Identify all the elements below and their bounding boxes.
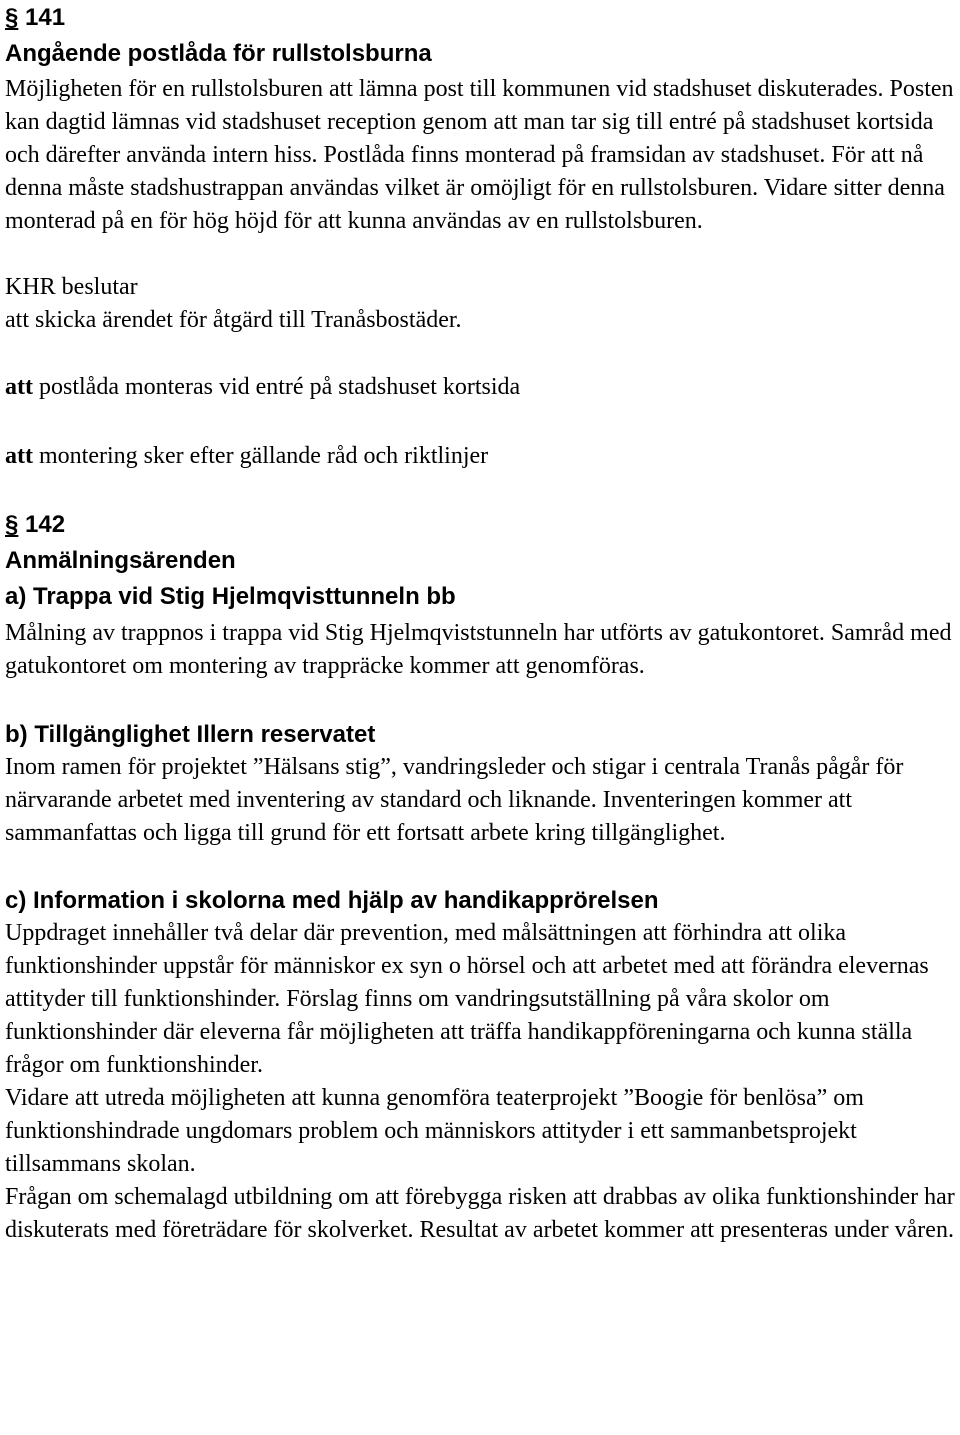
item-c-paragraph: Frågan om schemalagd utbildning om att förebygga risken att drabbas av olika funktionshinder har diskuterats med företrädare för skolverket. Resultat av arbetet kommer att presenteras under våren. xyxy=(5,1184,955,1243)
paragraph-symbol: § xyxy=(5,511,19,538)
decision-text: att skicka ärendet för åtgärd till Tranåsbostäder. xyxy=(5,307,462,333)
section-number: 141 xyxy=(25,4,66,31)
item-a-text: Målning av trappnos i trappa vid Stig Hjelmqviststunneln har utförts av gatukontoret. Samråd med gatukontoret om montering av trappräcke kommer att genomföras. xyxy=(5,620,952,679)
section-141-text: Möjligheten för en rullstolsburen att lämna post till kommunen vid stadshuset diskuterades. Posten kan dagtid lämnas vid stadshuset reception genom att man tar sig till entré på stadshuset kortsida och därefter använda intern hiss. Postlåda finns monterad på framsidan av stadshuset. För att nå denna måste stadshustrappan användas vilket är omöjligt för en rullstolsburen. Vidare sitter denna monterad på en för hög höjd för att kunna användas av en rullstolsburen. xyxy=(5,76,954,234)
section-141-number xyxy=(5,0,955,36)
decision-item xyxy=(5,371,955,404)
paragraph-symbol: § xyxy=(5,4,19,31)
document-page xyxy=(5,0,955,1247)
decision-keyword: att xyxy=(5,443,33,469)
decision-keyword: att xyxy=(5,374,33,400)
decision-heading: KHR beslutar xyxy=(5,274,138,300)
section-number: 142 xyxy=(25,511,66,538)
decision-item-text: montering sker efter gällande råd och riktlinjer xyxy=(32,443,489,469)
item-a-title: a) Trappa vid Stig Hjelmqvisttunneln bb xyxy=(5,583,456,610)
item-c-paragraph: Uppdraget innehåller två delar där prevention, med målsättningen att förhindra att olika funktionshinder uppstår för människor ex syn o hörsel och att arbetet med att förändra elevernas attityder till funktionshinder. Förslag finns om vandringsutställning på våra skolor om funktionshinder där eleverna får möjligheten att träffa handikappföreningarna och kunna ställa frågor om funktionshinder. xyxy=(5,920,929,1078)
item-c-title: c) Information i skolorna med hjälp av handikapprörelsen xyxy=(5,887,659,914)
section-141-title: Angående postlåda för rullstolsburna xyxy=(5,40,432,67)
decision-item xyxy=(5,440,955,473)
item-b-title: b) Tillgänglighet Illern reservatet xyxy=(5,721,376,748)
decision-item-text: postlåda monteras vid entré på stadshuset kortsida xyxy=(32,374,521,400)
item-b-text: Inom ramen för projektet ”Hälsans stig”, vandringsleder och stigar i centrala Tranås pågår för närvarande arbetet med inventering av standard och liknande. Inventeringen kommer att sammanfattas och ligga till grund för ett fortsatt arbete kring tillgänglighet. xyxy=(5,754,904,846)
section-142-title: Anmälningsärenden xyxy=(5,547,236,574)
section-142-number xyxy=(5,507,955,543)
item-c-paragraph: Vidare att utreda möjligheten att kunna genomföra teaterprojekt ”Boogie för benlösa” om funktionshindrade ungdomars problem och människors attityder i ett sammanbetsprojekt tillsammans skolan. xyxy=(5,1085,864,1177)
